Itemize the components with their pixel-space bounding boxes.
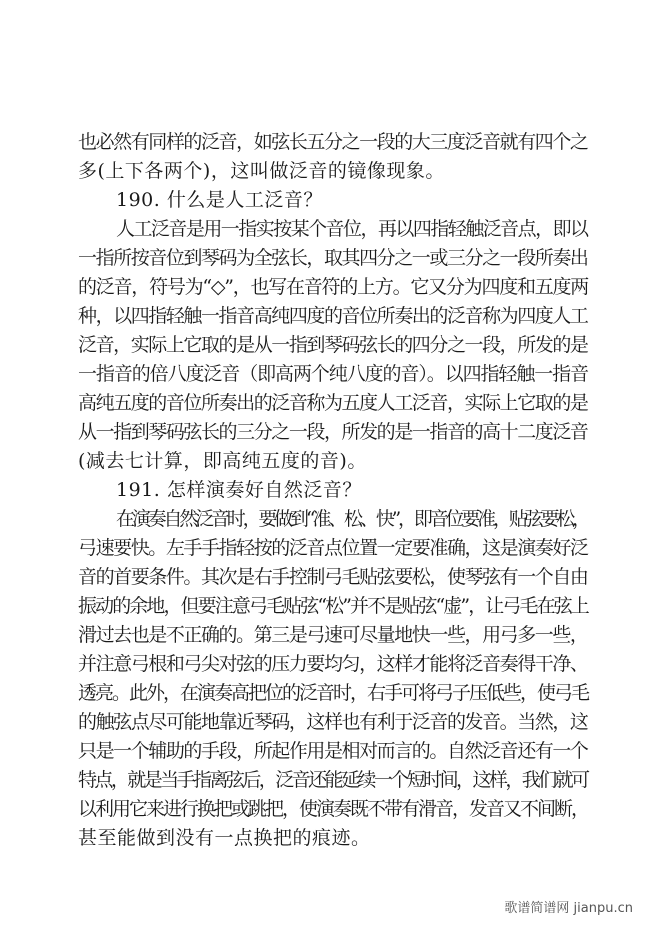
text-line: 特点，就是当手指离弦后，泛音还能延续一个短时间，这样，我们就可 <box>78 769 588 791</box>
text-line: 在演奏自然泛音时，要做到“准、松、快”，即音位要准，贴弦要松， <box>116 508 588 530</box>
section-heading-191: 191. 怎样演奏好自然泛音？ <box>116 479 362 501</box>
text-line: 只是一个辅助的手段，所起作用是相对而言的。自然泛音还有一个 <box>78 740 588 762</box>
text-line: 一指音的倍八度泛音（即高两个纯八度的音）。以四指轻触一指音 <box>78 363 589 385</box>
text-line: 以利用它来进行换把或跳把，使演奏既不带有滑音，发音又不间断， <box>78 798 589 820</box>
text-line: 甚至能做到没有一点换把的痕迹。 <box>78 827 371 849</box>
text-line: 一指所按音位到琴码为全弦长，取其四分之一或三分之一段所奏出 <box>78 247 588 269</box>
text-line: 也必然有同样的泛音，如弦长五分之一段的大三度泛音就有四个之 <box>78 131 588 153</box>
text-line: 泛音，实际上它取的是从一指到琴码弦长的四分之一段，所发的是 <box>78 334 588 356</box>
text-line: 振动的余地，但要注意弓毛贴弦“松”并不是贴弦“虚”，让弓毛在弦上 <box>78 595 588 617</box>
watermark: 歌谱简谱网 jianpu.cn <box>504 901 633 916</box>
text-line: 高纯五度的音位所奏出的泛音称为五度人工泛音，实际上它取的是 <box>78 392 588 414</box>
text-line: (减去七计算，即高纯五度的音)。 <box>78 450 367 472</box>
text-line: 并注意弓根和弓尖对弦的压力要均匀，这样才能将泛音奏得干净、 <box>78 653 588 675</box>
text-line: 弓速要快。左手手指轻按的泛音点位置一定要准确，这是演奏好泛 <box>78 537 588 559</box>
text-line: 音的首要条件。其次是右手控制弓毛贴弦要松，使琴弦有一个自由 <box>78 566 588 588</box>
text-line: 的泛音，符号为“◇”，也写在音符的上方。它又分为四度和五度两 <box>78 276 589 298</box>
text-line: 人工泛音是用一指实按某个音位，再以四指轻触泛音点，即以 <box>116 218 588 240</box>
text-line: 滑过去也是不正确的。第三是弓速可尽量地快一些，用弓多一些， <box>78 624 588 646</box>
section-heading-190: 190. 什么是人工泛音？ <box>116 189 323 211</box>
text-line: 透亮。此外，在演奏高把位的泛音时，右手可将弓子压低些，使弓毛 <box>78 682 589 704</box>
text-line: 的触弦点尽可能地靠近琴码，这样也有利于泛音的发音。当然，这 <box>78 711 588 733</box>
text-line: 从一指到琴码弦长的三分之一段，所发的是一指音的高十二度泛音 <box>78 421 588 443</box>
text-line: 种，以四指轻触一指音高纯四度的音位所奏出的泛音称为四度人工 <box>78 305 588 327</box>
text-line: 多(上下各两个)，这叫做泛音的镜像现象。 <box>78 160 445 182</box>
